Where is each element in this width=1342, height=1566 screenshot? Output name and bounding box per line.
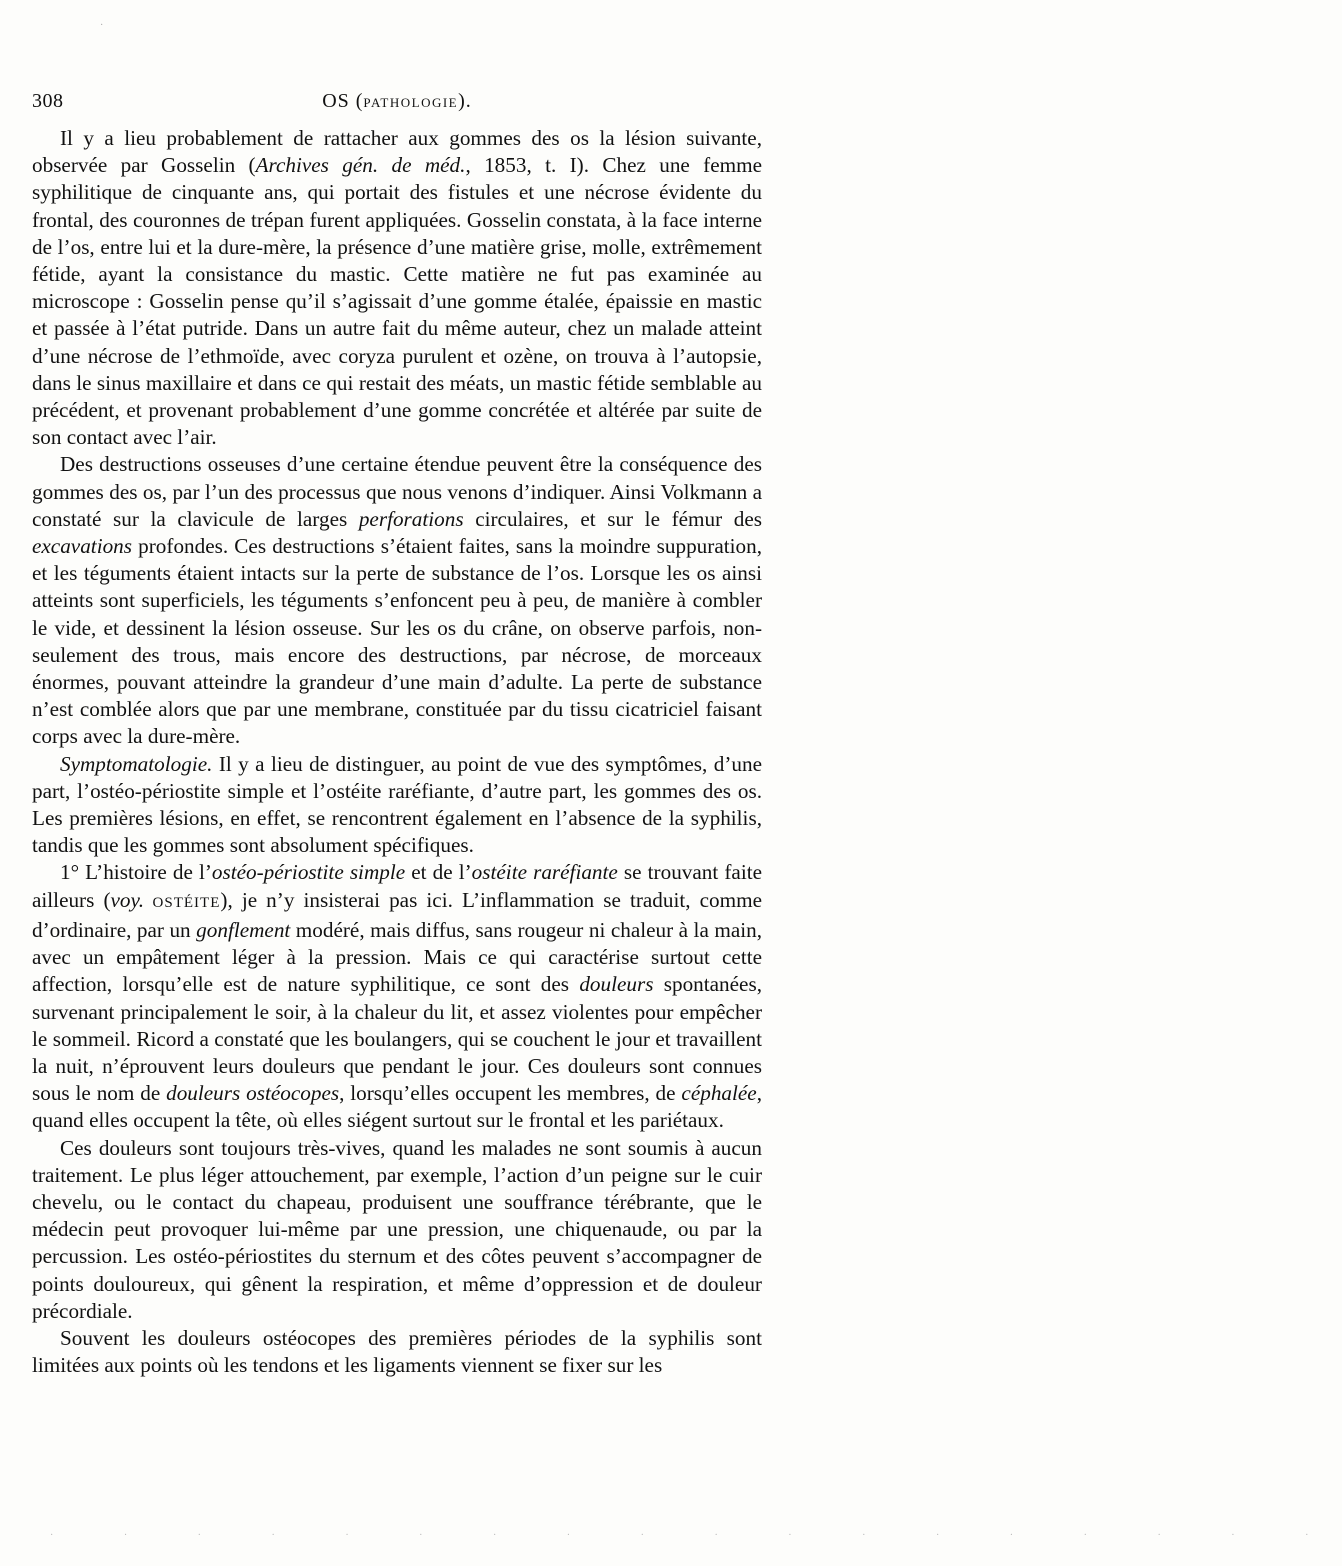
italic-term: douleurs ostéocopes [166, 1081, 340, 1106]
paragraph: Ces douleurs sont toujours très-vives, quand les malades ne sont soumis à aucun traitement. Le plus léger attouchement, par exemple, l’action d’un peigne sur le cuir chevelu, ou le contact du chapeau, produisent une souffrance térébrante, que le médecin peut provoquer lui-même par une pression, une chiquenaude, ou par la percussion. Les ostéo-périostites du sternum et des côtes peuvent s’accompagner de points douloureux, qui gênent la respiration, et même d’oppression et de douleur précordiale. [32, 1135, 762, 1323]
scan-speck: · [100, 20, 104, 31]
body-text [32, 125, 762, 1379]
italic-term: voy. [110, 887, 145, 912]
italic-term: douleurs [579, 972, 654, 997]
text-run: , 1853, t. I). Chez une femme syphilitique de cinquante ans, qui portait des fistules et une nécrose évidente du frontal, des couronnes de trépan furent appliquées. Gosselin constata, à la face interne de l’os, entre lui et la dure-mère, la présence d’une matière grise, molle, extrêmement fétide, ayant la consistance du mastic. Cette matière ne fut pas examinée au microscope : Gosselin pense qu’il s’agissait d’une gomme étalée, épaissie en mastic et passée à l’état putride. Dans un autre fait du même auteur, chez un malade atteint d’une nécrose de l’ethmoïde, avec coryza purulent et ozène, on trouva à l’autopsie, dans le sinus maxillaire et dans ce qui restait des méats, un mastic fétide semblable au précédent, et provenant probablement d’une gomme concrétée et altérée par suite de son contact avec l’air. [32, 153, 762, 450]
italic-term: ostéite raréfiante [471, 860, 618, 885]
section-heading-italic: Symptomatologie. [60, 751, 213, 776]
running-title [32, 90, 762, 113]
italic-term: gonflement [196, 917, 291, 942]
text-run: et de l’ [405, 860, 472, 885]
paragraph [32, 859, 762, 1134]
text-run: profondes. Ces destructions s’étaient faites, sans la moindre suppuration, et les téguments étaient intacts sur la perte de substance de l’os. Lorsque les os ainsi atteints sont superficiels, les téguments s’enfoncent peu à peu, de manière à combler le vide, et dessinent la lésion osseuse. Sur les os du crâne, on observe parfois, non-seulement des trous, mais encore des destructions, par nécrose, de morceaux énormes, pouvant atteindre la grandeur d’une main d’adulte. La perte de substance n’est comblée alors que par une membrane, constituée par du tissu cicatriciel faisant corps avec la dure-mère. [32, 534, 762, 749]
italic-term: céphalée [681, 1081, 757, 1106]
paragraph: Souvent les douleurs ostéocopes des premières périodes de la syphilis sont limitées aux points où les tendons et les ligaments viennent se fixer sur les [32, 1325, 762, 1378]
text-run: circulaires, et sur le fémur des [463, 506, 762, 531]
small-caps-reference: OSTÉITE [144, 894, 221, 911]
title-end: ). [458, 90, 472, 112]
text-run: , quand elles occupent la tête, où elles siégent surtout sur le frontal et les pariétaux. [32, 1081, 763, 1133]
text-run: 1° L’histoire de l’ [60, 860, 212, 885]
title-small-caps: PATHOLOGIE [363, 95, 459, 110]
text-run: , lorsqu’elles occupent les membres, de [339, 1081, 682, 1106]
text-run: Il y a lieu de distinguer, au point de vue des symptômes, d’une part, l’ostéo-périostite simple et l’ostéite raréfiante, d’autre part, les gommes des os. Les premières lésions, en effet, se rencontrent également en l’absence de la syphilis, tandis que les gommes sont absolument spécifiques. [32, 751, 762, 858]
italic-citation: Archives gén. de méd. [255, 153, 466, 178]
text-run: Des destructions osseuses d’une certaine étendue peuvent être la conséquence des gommes des os, par l’un des processus que nous venons d’indiquer. Ainsi Volkmann a constaté sur la clavicule de larges [32, 452, 762, 531]
text-run: ), je n’y insisterai pas ici. L’inflammation se traduit, comme d’ordinaire, par un [32, 887, 762, 942]
text-run: modéré, mais diffus, sans rougeur ni chaleur à la main, avec un empâtement léger à la pression. Mais ce qui caractérise surtout cette affection, lorsqu’elle est de nature syphilitique, ce sont des [32, 917, 762, 997]
paragraph [32, 751, 762, 860]
scan-bottom-specks: · · · · · · · · · · · · · · · · · · [50, 1530, 1342, 1541]
italic-term: ostéo-périostite simple [211, 860, 406, 885]
text-run: se trouvant faite ailleurs ( [32, 860, 763, 912]
italic-term: excavations [32, 534, 133, 559]
title-main: OS ( [322, 90, 364, 112]
text-run: spontanées, survenant principalement le soir, à la chaleur du lit, et assez violentes pour empêcher le sommeil. Ricord a constaté que les boulangers, qui se couchent le jour et travaillent la nuit, n’éprouvent leurs douleurs que pendant le jour. Ces douleurs sont connues sous le nom de [32, 972, 763, 1106]
text-run: Il y a lieu probablement de rattacher aux gommes des os la lésion suivante, observée par Gosselin ( [32, 126, 762, 178]
italic-term: perforations [358, 506, 464, 531]
paragraph [32, 451, 762, 750]
running-header [32, 90, 762, 116]
paragraph [32, 125, 762, 451]
page-number: 308 [32, 90, 64, 112]
